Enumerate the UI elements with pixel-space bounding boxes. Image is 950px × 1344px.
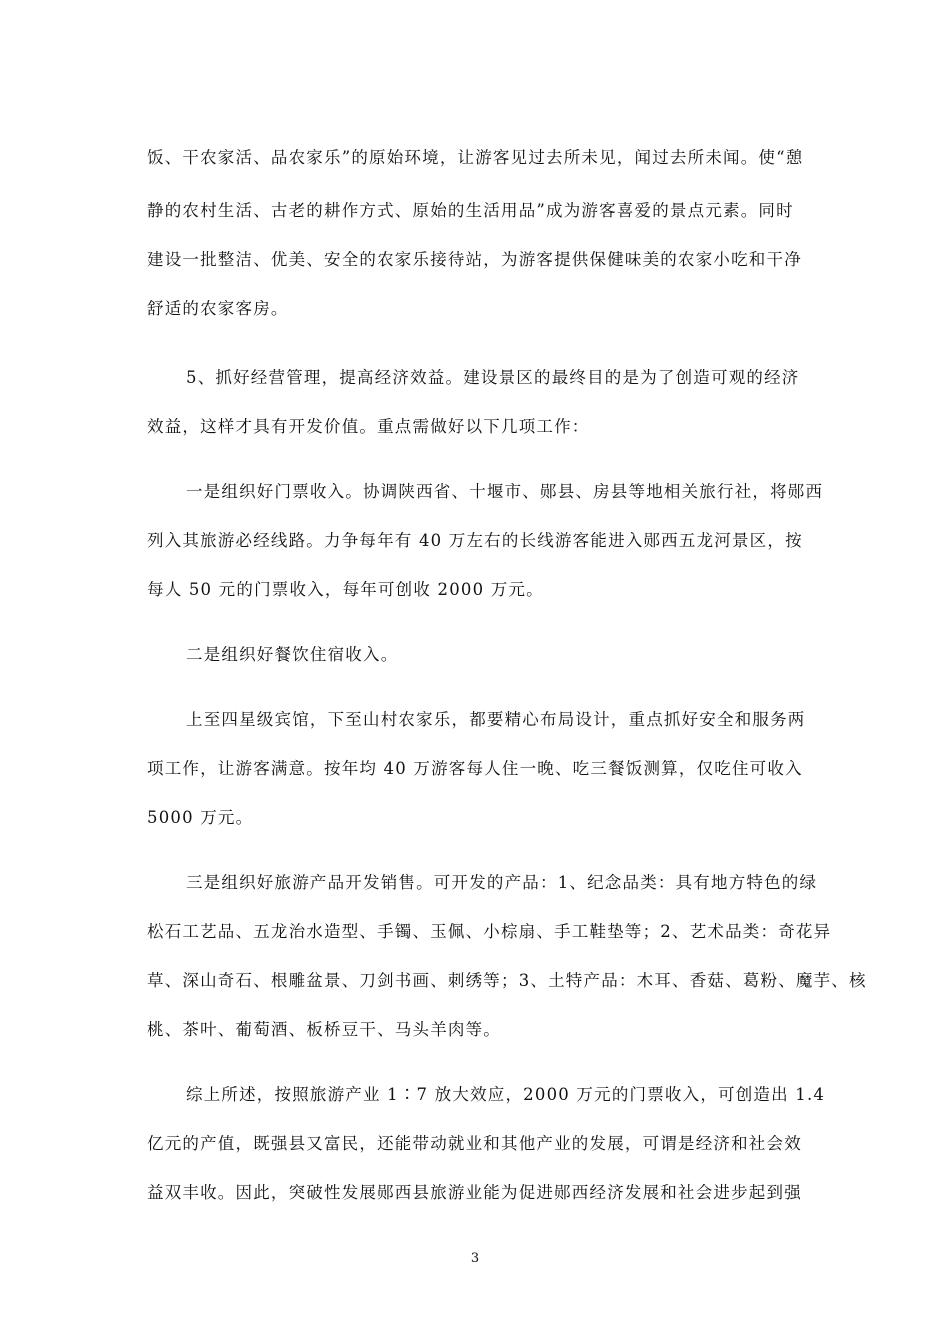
- paragraph-line: 二是组织好餐饮住宿收入。: [186, 645, 399, 664]
- paragraph-line: 松石工艺品、五龙治水造型、手镯、玉佩、小棕扇、手工鞋垫等；2、艺术品类：奇花异: [147, 922, 832, 941]
- paragraph-line: 亿元的产值，既强县又富民，还能带动就业和其他产业的发展，可谓是经济和社会效: [147, 1134, 802, 1153]
- paragraph-line: 桃、茶叶、葡萄酒、板桥豆干、马头羊肉等。: [147, 1020, 501, 1039]
- paragraph-line: 草、深山奇石、根雕盆景、刀剑书画、刺绣等；3、土特产品：木耳、香菇、葛粉、魔芋、核: [147, 971, 867, 990]
- page-number: 3: [470, 1251, 480, 1266]
- paragraph-line: 益双丰收。因此，突破性发展郧西县旅游业能为促进郧西经济发展和社会进步起到强: [147, 1183, 802, 1202]
- paragraph-line: 建设一批整洁、优美、安全的农家乐接待站，为游客提供保健味美的农家小吃和干净: [147, 250, 802, 269]
- paragraph-line: 效益，这样才具有开发价值。重点需做好以下几项工作：: [147, 417, 590, 436]
- paragraph-line: 列入其旅游必经线路。力争每年有 40 万左右的长线游客能进入郧西五龙河景区，按: [147, 531, 803, 550]
- paragraph-line: 饭、干农家活、品农家乐”的原始环境，让游客见过去所未见，闻过去所未闻。使“憩: [147, 148, 804, 167]
- paragraph-line: 舒适的农家客房。: [147, 299, 289, 318]
- paragraph-line: 一是组织好门票收入。协调陕西省、十堰市、郧县、房县等地相关旅行社，将郧西: [186, 482, 824, 501]
- paragraph-line: 静的农村生活、古老的耕作方式、原始的生活用品”成为游客喜爱的景点元素。同时: [147, 201, 794, 220]
- paragraph-line: 三是组织好旅游产品开发销售。可开发的产品：1、纪念品类：具有地方特色的绿: [186, 873, 818, 892]
- paragraph-line: 上至四星级宾馆，下至山村农家乐，都要精心布局设计，重点抓好安全和服务两: [186, 710, 806, 729]
- paragraph-line: 综上所述，按照旅游产业 1∶7 放大效应，2000 万元的门票收入，可创造出 1.4: [186, 1085, 826, 1104]
- paragraph-line: 5000 万元。: [147, 808, 254, 827]
- paragraph-line: 项工作，让游客满意。按年均 40 万游客每人住一晚、吃三餐饭测算，仅吃住可收入: [147, 759, 803, 778]
- paragraph-line: 每人 50 元的门票收入，每年可创收 2000 万元。: [147, 580, 544, 599]
- paragraph-line: 5、抓好经营管理，提高经济效益。建设景区的最终目的是为了创造可观的经济: [186, 368, 800, 387]
